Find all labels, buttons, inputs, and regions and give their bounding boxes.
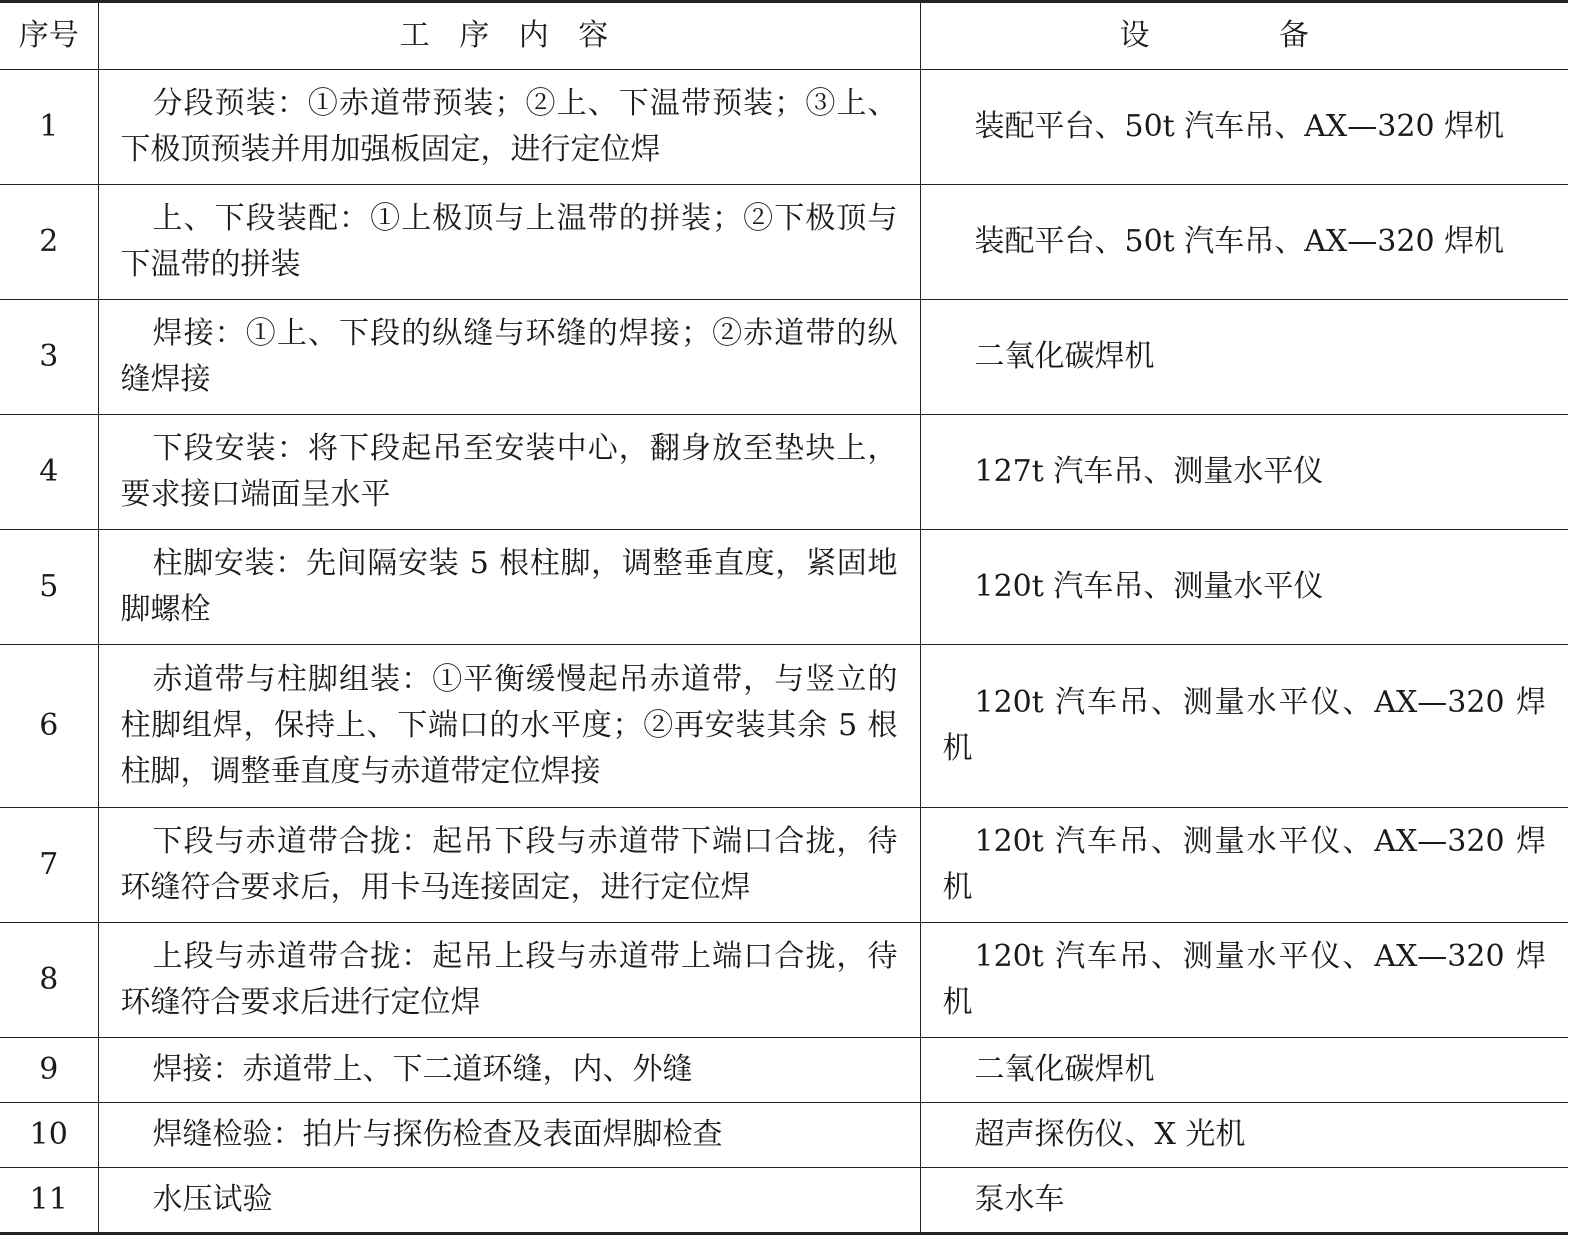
header-serial-number: 序号 [0, 2, 98, 70]
row-equipment: 120t 汽车吊、测量水平仪、AX—320 焊机 [920, 923, 1568, 1038]
row-content: 焊缝检验：拍片与探伤检查及表面焊脚检查 [98, 1103, 920, 1168]
table-row [0, 923, 1568, 1038]
table-row [0, 530, 1568, 645]
header-equipment: 设 备 [920, 2, 1568, 70]
row-content: 上段与赤道带合拢：起吊上段与赤道带上端口合拢，待环缝符合要求后进行定位焊 [98, 923, 920, 1038]
row-number: 7 [0, 808, 98, 923]
row-content: 焊接：赤道带上、下二道环缝，内、外缝 [98, 1038, 920, 1103]
row-number: 1 [0, 70, 98, 185]
row-number: 5 [0, 530, 98, 645]
row-number: 4 [0, 415, 98, 530]
row-number: 8 [0, 923, 98, 1038]
table-row [0, 1168, 1568, 1234]
table-row [0, 1103, 1568, 1168]
row-number: 9 [0, 1038, 98, 1103]
row-content: 赤道带与柱脚组装：①平衡缓慢起吊赤道带，与竖立的柱脚组焊，保持上、下端口的水平度；②再安装其余 5 根柱脚，调整垂直度与赤道带定位焊接 [98, 645, 920, 808]
row-equipment: 装配平台、50t 汽车吊、AX—320 焊机 [920, 70, 1568, 185]
table-row [0, 300, 1568, 415]
table-row [0, 70, 1568, 185]
row-number: 10 [0, 1103, 98, 1168]
table-row [0, 185, 1568, 300]
row-number: 2 [0, 185, 98, 300]
row-equipment: 二氧化碳焊机 [920, 300, 1568, 415]
row-equipment: 120t 汽车吊、测量水平仪 [920, 530, 1568, 645]
row-number: 6 [0, 645, 98, 808]
row-equipment: 二氧化碳焊机 [920, 1038, 1568, 1103]
row-content: 水压试验 [98, 1168, 920, 1234]
header-process-content: 工 序 内 容 [98, 2, 920, 70]
row-equipment: 超声探伤仪、X 光机 [920, 1103, 1568, 1168]
row-equipment: 127t 汽车吊、测量水平仪 [920, 415, 1568, 530]
table-row [0, 808, 1568, 923]
row-equipment: 120t 汽车吊、测量水平仪、AX—320 焊机 [920, 808, 1568, 923]
row-equipment: 120t 汽车吊、测量水平仪、AX—320 焊机 [920, 645, 1568, 808]
table-header-row [0, 2, 1568, 70]
table-row [0, 1038, 1568, 1103]
row-equipment: 装配平台、50t 汽车吊、AX—320 焊机 [920, 185, 1568, 300]
row-content: 上、下段装配：①上极顶与上温带的拼装；②下极顶与下温带的拼装 [98, 185, 920, 300]
row-content: 焊接：①上、下段的纵缝与环缝的焊接；②赤道带的纵缝焊接 [98, 300, 920, 415]
row-number: 3 [0, 300, 98, 415]
row-content: 下段安装：将下段起吊至安装中心，翻身放至垫块上，要求接口端面呈水平 [98, 415, 920, 530]
row-content: 下段与赤道带合拢：起吊下段与赤道带下端口合拢，待环缝符合要求后，用卡马连接固定，进行定位焊 [98, 808, 920, 923]
table-row [0, 415, 1568, 530]
row-number: 11 [0, 1168, 98, 1234]
row-equipment: 泵水车 [920, 1168, 1568, 1234]
table-row [0, 645, 1568, 808]
row-content: 分段预装：①赤道带预装；②上、下温带预装；③上、下极顶预装并用加强板固定，进行定位焊 [98, 70, 920, 185]
row-content: 柱脚安装：先间隔安装 5 根柱脚，调整垂直度，紧固地脚螺栓 [98, 530, 920, 645]
